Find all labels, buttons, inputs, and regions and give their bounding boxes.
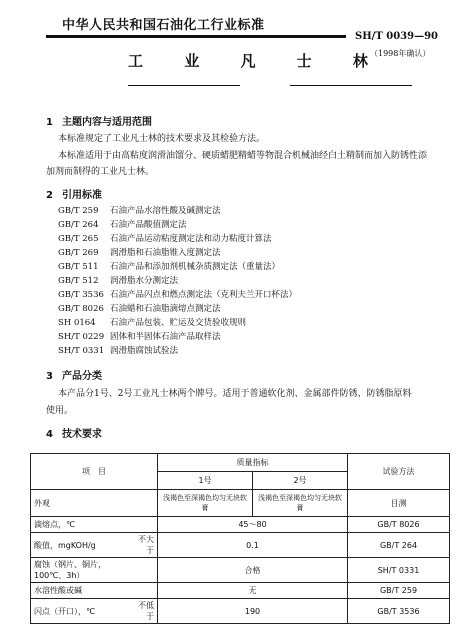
section-4-heading — [46, 425, 102, 440]
technical-requirements-table — [30, 453, 450, 624]
standard-confirmation-note: （1998年确认） — [370, 49, 431, 58]
row-item: 水溶性酸或碱 — [31, 583, 133, 599]
section-title: 技术要求 — [62, 429, 102, 440]
header-rule — [46, 35, 346, 38]
reference-item — [58, 246, 221, 258]
row-method: 目测 — [348, 490, 450, 517]
row-item: 闪点（开口），℃ — [31, 599, 133, 624]
row-limit — [132, 517, 157, 533]
reference-item — [58, 288, 297, 300]
row-method: GB/T 3536 — [348, 599, 450, 624]
row-value: 45～80 — [158, 517, 348, 533]
reference-code: GB/T 3536 — [58, 290, 104, 300]
reference-item — [58, 330, 221, 342]
table-row — [31, 583, 450, 599]
section-1-paragraph-1: 本标准规定了工业凡士林的技术要求及其检验方法。 — [58, 134, 266, 144]
reference-item — [58, 344, 178, 356]
row-limit: 不大于 — [132, 533, 157, 558]
reference-title: 石油蜡和石油脂滴熔点测定法 — [110, 304, 221, 314]
row-value: 0.1 — [158, 533, 348, 558]
header-grade-1: 1号 — [158, 472, 253, 490]
reference-title: 石油产品闪点和燃点测定法（克利夫兰开口杯法） — [110, 290, 298, 300]
reference-item — [58, 204, 221, 216]
reference-code: GB/T 512 — [58, 276, 99, 286]
row-method: GB/T 259 — [348, 583, 450, 599]
row-limit — [132, 558, 157, 583]
reference-code: SH 0164 — [58, 318, 96, 328]
section-title: 主题内容与适用范围 — [62, 117, 152, 128]
row-method: GB/T 8026 — [348, 517, 450, 533]
reference-title: 石油产品包装、贮运及交货验收规则 — [110, 318, 247, 328]
section-1-heading — [46, 113, 152, 128]
row-item: 外观 — [31, 490, 158, 517]
reference-code: SH/T 0331 — [58, 346, 105, 356]
row-value: 合格 — [158, 558, 348, 583]
document-title: 工 业 凡 士 林 — [128, 52, 386, 70]
reference-code: GB/T 269 — [58, 248, 99, 258]
section-number: 1 — [46, 117, 53, 128]
title-rule-right — [290, 85, 412, 86]
standard-number: SH/T 0039—90 — [355, 31, 438, 42]
row-item: 腐蚀（钢片、铜片，100℃、3h） — [31, 558, 133, 583]
reference-item — [58, 302, 221, 314]
section-1-paragraph-2: 本标准适用于由高粘度润滑油馏分、硬质蜡肥精蜡等物混合机械油经白土精制而加入防锈性添 — [58, 151, 428, 161]
reference-title: 润滑脂腐蚀试验法 — [110, 346, 179, 356]
reference-title: 石油产品酸值测定法 — [110, 220, 187, 230]
row-method: GB/T 264 — [348, 533, 450, 558]
header-test-method: 试验方法 — [348, 454, 450, 490]
reference-title: 润滑脂和石油脂锥入度测定法 — [110, 248, 221, 258]
header-quality-index: 质量指标 — [158, 454, 348, 472]
row-limit — [132, 583, 157, 599]
table-row — [31, 533, 450, 558]
reference-code: GB/T 264 — [58, 220, 99, 230]
row-value: 190 — [158, 599, 348, 624]
section-3-heading — [46, 367, 102, 382]
reference-code: GB/T 259 — [58, 206, 99, 216]
table-row — [31, 517, 450, 533]
reference-item — [58, 232, 272, 244]
grade-1-appearance: 浅褐色至深褐色均匀无块软膏 — [158, 490, 253, 517]
reference-title: 石油产品和添加剂机械杂质测定法（重量法） — [110, 262, 281, 272]
section-number: 4 — [46, 429, 53, 440]
section-3-paragraph-1: 本产品分1号、2号工业凡士林两个牌号。适用于普通软化剂、金属部件防锈、防锈脂原料 — [58, 389, 412, 399]
row-limit: 不低于 — [132, 599, 157, 624]
row-value: 无 — [158, 583, 348, 599]
section-2-heading — [46, 186, 102, 201]
reference-title: 石油产品运动粘度测定法和动力粘度计算法 — [110, 234, 272, 244]
reference-item — [58, 260, 280, 272]
reference-item — [58, 274, 178, 286]
section-title: 产品分类 — [62, 371, 102, 382]
grade-2-appearance: 浅褐色至深褐色均匀无块软膏 — [253, 490, 348, 517]
header-item: 项 目 — [31, 454, 158, 490]
reference-code: SH/T 0229 — [58, 332, 105, 342]
table-row — [31, 599, 450, 624]
reference-title: 固体和半固体石油产品取样法 — [110, 332, 221, 342]
reference-item — [58, 316, 246, 328]
row-item: 酸值，mgKOH/g — [31, 533, 133, 558]
table-row — [31, 490, 450, 517]
row-method: SH/T 0331 — [348, 558, 450, 583]
row-item: 滴熔点，℃ — [31, 517, 133, 533]
reference-code: GB/T 265 — [58, 234, 99, 244]
reference-title: 润滑脂水分测定法 — [110, 276, 179, 286]
reference-code: GB/T 8026 — [58, 304, 104, 314]
section-number: 3 — [46, 371, 53, 382]
reference-title: 石油产品水溶性酸及碱测定法 — [110, 206, 221, 216]
section-3-paragraph-2: 使用。 — [46, 406, 74, 416]
title-rule-left — [128, 85, 240, 86]
header-grade-2: 2号 — [253, 472, 348, 490]
section-number: 2 — [46, 190, 53, 201]
reference-item — [58, 218, 187, 230]
section-title: 引用标准 — [62, 190, 102, 201]
reference-code: GB/T 511 — [58, 262, 99, 272]
section-1-paragraph-3: 加剂而制得的工业凡士林。 — [46, 167, 155, 177]
issuing-organization: 中华人民共和国石油化工行业标准 — [62, 18, 265, 33]
table-row — [31, 558, 450, 583]
